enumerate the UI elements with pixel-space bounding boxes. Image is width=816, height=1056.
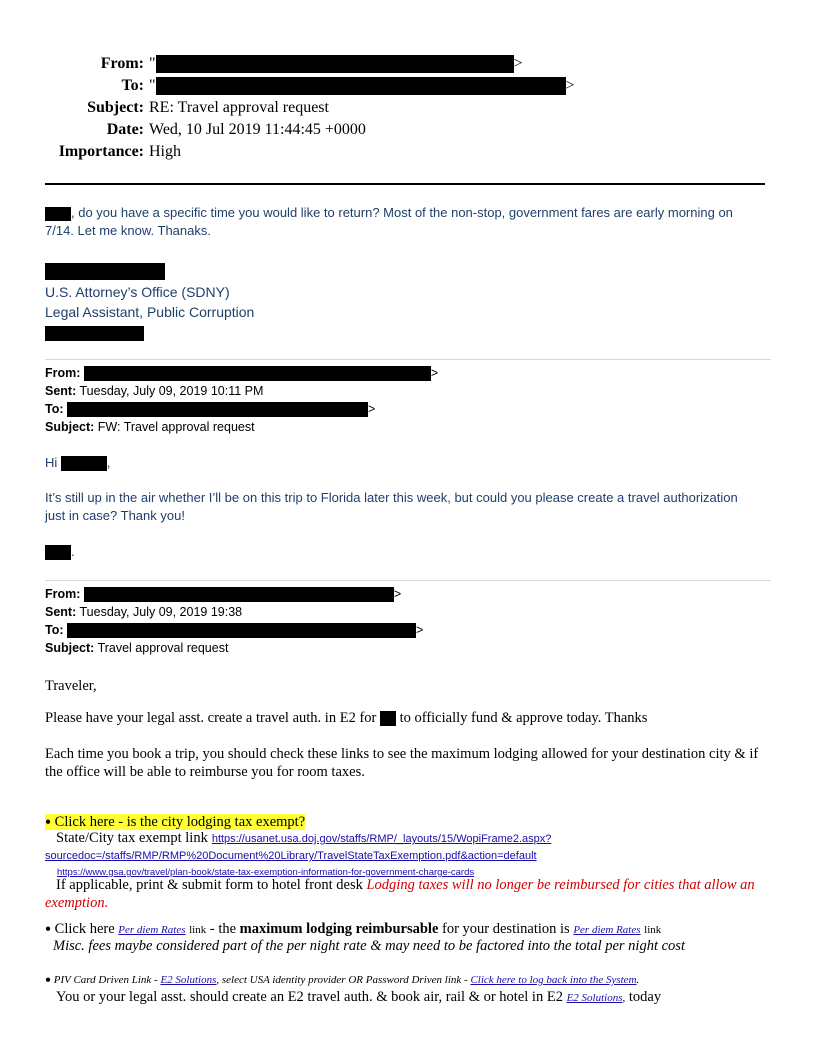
per-diem-link[interactable]: Per diem Rates: [118, 924, 186, 936]
fw-body: [45, 489, 785, 525]
redaction-bar: [67, 402, 368, 417]
redaction-bar: [84, 366, 431, 381]
applicable-note: If applicable, print & submit form to hotel front desk Lodging taxes will no longer be reimbursed for cities that allow an exemption.: [45, 877, 755, 911]
bullet-tax-exempt: [45, 813, 305, 832]
header-importance-row: [0, 142, 181, 162]
bullet-icon: ●: [45, 816, 52, 828]
header-to-row: [0, 76, 575, 96]
fw-body-line-2: just in case? Thank you!: [45, 508, 185, 523]
orig-sent-value: Tuesday, July 09, 2019 19:38: [79, 605, 243, 619]
tax-exempt-highlight: [45, 814, 305, 830]
e2-solutions-link-2[interactable]: E2 Solutions: [566, 992, 623, 1004]
signature-org: U.S. Attorney’s Office (SDNY): [45, 284, 230, 300]
from-label: From:: [100, 55, 144, 72]
header-date-row: [0, 120, 366, 140]
header-divider: [45, 183, 765, 185]
tax-exempt-url-cont[interactable]: sourcedoc=/staffs/RMP/RMP%20Document%20Library/TravelStateTaxExemption.pdf&action=default: [45, 850, 537, 862]
orig-sent-row: Sent: Tuesday, July 09, 2019 19:38: [45, 605, 243, 619]
reply-line-1: , do you have a specific time you would like to return? Most of the non-stop, government fares are early morning on: [71, 205, 733, 220]
tax-exempt-link[interactable]: Click here - is the city lodging tax exempt?: [54, 814, 306, 830]
signature-redaction: [45, 324, 144, 342]
redaction-bar: [67, 623, 416, 638]
redaction-bar: [84, 587, 394, 602]
fw-sent-value: Tuesday, July 09, 2019 10:11 PM: [79, 384, 264, 398]
from-value: " >: [149, 55, 523, 72]
orig-greeting: Traveler,: [45, 678, 97, 694]
fw-signoff: .: [45, 543, 75, 561]
bullet-piv: ● PIV Card Driven Link - E2 Solutions, select USA identity provider OR Password Driven link - Click here to log back into the System.: [45, 974, 640, 986]
redaction-bar: [45, 326, 144, 341]
orig-to-row: To: >: [45, 623, 424, 637]
orig-line-b: Each time you book a trip, you should check these links to see the maximum lodging allowed for your destination city & if the office will be able to reimburse you for room taxes.: [45, 746, 759, 780]
orig-line-a: Please have your legal asst. create a travel auth. in E2 for to officially fund & approve today. Thanks: [45, 710, 648, 726]
fw-from-row: From: >: [45, 366, 439, 380]
tax-exempt-url[interactable]: https://usanet.usa.doj.gov/staffs/RMP/_layouts/15/WopiFrame2.aspx?: [211, 833, 552, 845]
fw-sent-row: Sent: Tuesday, July 09, 2019 10:11 PM: [45, 384, 264, 398]
last-line: You or your legal asst. should create an E2 travel auth. & book air, rail & or hotel in E2 E2 Solutions, today: [56, 989, 662, 1005]
subject-value: RE: Travel approval request: [149, 99, 329, 116]
reply-message: [45, 204, 785, 240]
reply-line-2: 7/14. Let me know. Thanaks.: [45, 223, 211, 238]
redaction-bar: [45, 545, 71, 560]
fw-to-row: To: >: [45, 402, 376, 416]
redaction-bar: [45, 263, 165, 280]
signature-title: Legal Assistant, Public Corruption: [45, 304, 255, 320]
message-separator: [45, 580, 771, 581]
importance-value: High: [149, 143, 181, 160]
redaction-bar: [380, 711, 396, 726]
header-subject-row: [0, 98, 329, 118]
lodging-warning: Lodging taxes will no longer be reimbursed for cities that allow an: [366, 877, 755, 893]
misc-fees-note: Misc. fees maybe considered part of the per night rate & may need to be factored into the total per night cost: [53, 938, 685, 954]
message-separator: [45, 359, 771, 360]
bullet-icon: ●: [45, 923, 52, 935]
to-value: " >: [149, 77, 575, 94]
fw-body-line-1: It’s still up in the air whether I’ll be on this trip to Florida later this week, but could you please create a travel authorization: [45, 490, 738, 505]
importance-label: Importance:: [58, 143, 144, 160]
redaction-bar: [156, 55, 514, 73]
fw-subject-value: FW: Travel approval request: [97, 420, 255, 434]
fw-subject-row: Subject: FW: Travel approval request: [45, 420, 255, 434]
date-label: Date:: [106, 121, 144, 138]
orig-subject-value: Travel approval request: [97, 641, 229, 655]
login-link[interactable]: Click here to log back into the System: [470, 974, 637, 986]
date-value: Wed, 10 Jul 2019 11:44:45 +0000: [149, 121, 366, 138]
to-label: To:: [121, 77, 144, 94]
subject-label: Subject:: [87, 99, 144, 116]
per-diem-link-2[interactable]: Per diem Rates: [573, 924, 641, 936]
signature-redaction: [45, 262, 165, 280]
redaction-bar: [45, 207, 71, 221]
orig-from-row: From: >: [45, 587, 402, 601]
signature-block: [45, 282, 254, 322]
orig-subject-row: Subject: Travel approval request: [45, 641, 229, 655]
redaction-bar: [61, 456, 107, 471]
bullet-icon: ●: [45, 974, 52, 986]
tax-exempt-links: State/City tax exempt link https://usanet.usa.doj.gov/staffs/RMP/_layouts/15/WopiFrame2.aspx? sourcedoc=/staffs/RMP/RMP%20Document%20Library/TravelStateTaxExemption.pdf&action=default https://www.gsa.gov/travel/plan-book/state-tax-exemption-information-for-government-charge-cards: [45, 830, 552, 878]
header-from-row: [0, 54, 523, 74]
bullet-per-diem: ● Click here Per diem Rates link - the maximum lodging reimbursable for your destination is Per diem Rates link: [45, 921, 662, 937]
e2-solutions-link[interactable]: E2 Solutions: [160, 974, 217, 986]
gsa-url[interactable]: https://www.gsa.gov/travel/plan-book/state-tax-exemption-information-for-government-charge-cards: [57, 867, 475, 878]
fw-greeting: Hi ,: [45, 455, 111, 470]
redaction-bar: [156, 77, 566, 95]
